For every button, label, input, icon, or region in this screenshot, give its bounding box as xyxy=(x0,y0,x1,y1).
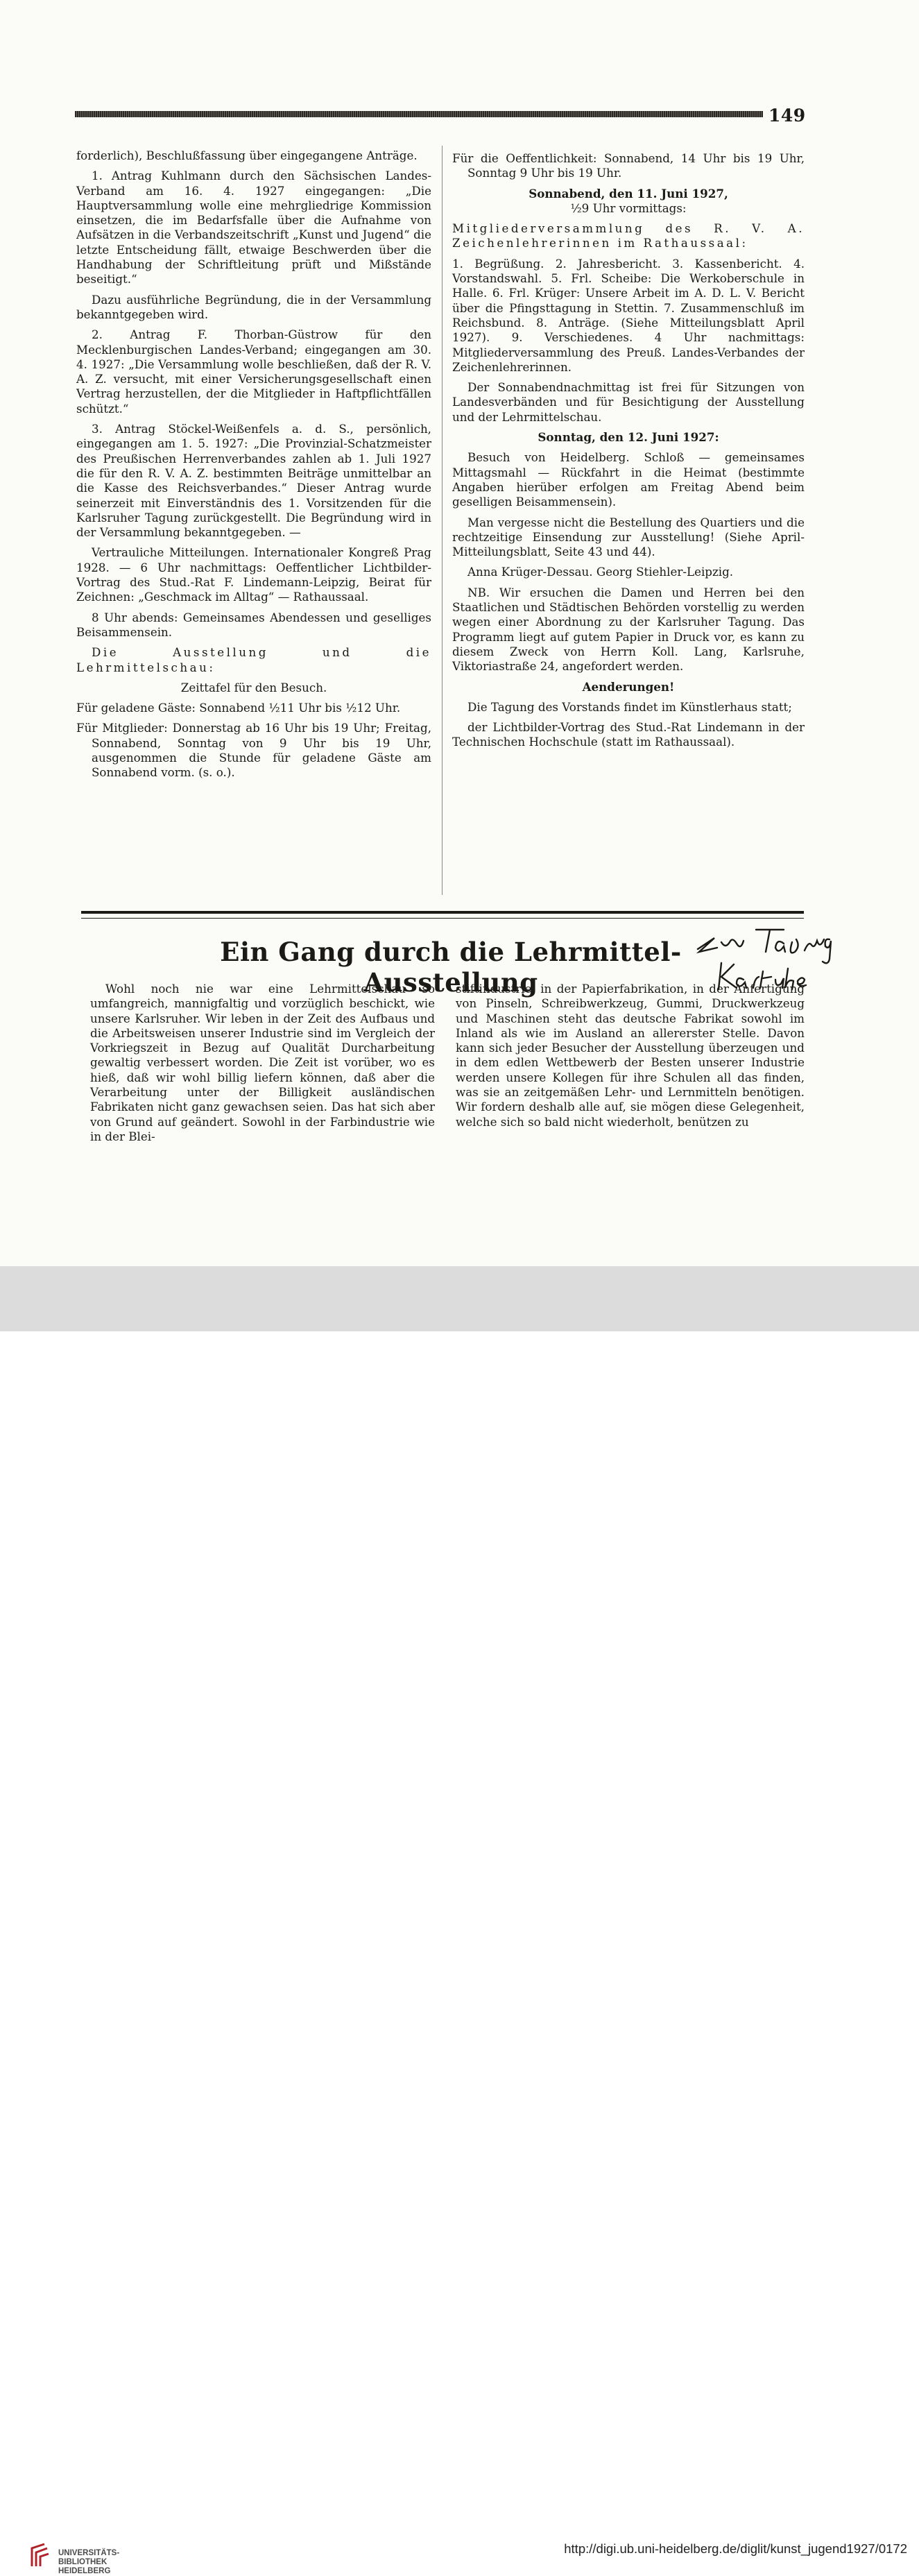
paragraph: 8 Uhr abends: Gemeinsames Abendessen und geselliges Beisammensein. xyxy=(76,610,431,639)
subheading: Sonntag, den 12. Juni 1927: xyxy=(538,430,719,445)
page-number: 149 xyxy=(768,105,806,126)
paragraph: 2. Antrag F. Thorban-Güstrow für den Mecklenburgischen Landes-Verband; eingegangen am 30. 4. 1927: „Die Versammlung wolle beschließen, daß der R. V. A. Z. versucht, mit einer Versicherungsgesellschaft einen Vertrag herzustellen, der die Mitglieder in Haftpflichtfällen schützt.“ xyxy=(76,327,431,416)
article-right-column xyxy=(456,982,805,1129)
paragraph: forderlich), Beschlußfassung über eingegangene Anträge. xyxy=(76,148,418,162)
signature-line: Anna Krüger-Dessau. Georg Stiehler-Leipzig. xyxy=(467,565,734,579)
paragraph: 3. Antrag Stöckel-Weißenfels a. d. S., persönlich, eingegangen am 1. 5. 1927: „Die Provinzial-Schatzmeister des Preußischen Herrenverbandes zahlen ab 1. Juli 1927 die für den R. V. A. Z. bestimmten Beiträge unmittelbar an die Kasse des Reichsverbandes.“ Dieser Antrag wurde seinerzeit mit Einverständnis des 1. Vorsitzenden für die Karlsruher Tagung zurückgestellt. Die Begründung wird in der Versammlung bekanntgegeben. — xyxy=(76,422,431,540)
subheading: Sonnabend, den 11. Juni 1927, xyxy=(529,186,728,201)
paragraph: Vertrauliche Mitteilungen. Internationaler Kongreß Prag 1928. — 6 Uhr nachmittags: Oeffentlicher Lichtbilder-Vortrag des Stud.-Rat F. Lindemann-Leipzig, Beirat für Zeichnen: „Geschmack im Alltag“ — Rathaussaal. xyxy=(76,545,431,604)
article-left-column xyxy=(90,982,435,1144)
scanned-page xyxy=(0,0,919,1266)
paragraph: 1. Begrüßung. 2. Jahresbericht. 3. Kassenbericht. 4. Vorstandswahl. 5. Frl. Scheibe: Die Werkoberschule in Halle. 6. Frl. Krüger: Unsere Arbeit im A. D. L. V. Bericht über die Pfingsttagung in Stettin. 7. Zusammenschluß im Reichsbund. 8. Anträge. (Siehe Mitteilungsblatt April 1927). 9. Verschiedenes. 4 Uhr nachmittags: Mitgliederversammlung des Preuß. Landes-Verbandes der Zeichenlehrerinnen. xyxy=(452,256,805,374)
paragraph: Besuch von Heidelberg. Schloß — gemeinsames Mittagsmahl — Rückfahrt in die Heimat (bestimmte Angaben hierüber erfolgen am Freitag Abend beim geselligen Beisammensein). xyxy=(452,450,805,509)
paragraph: Die Tagung des Vorstands findet im Künstlerhaus statt; xyxy=(467,699,792,714)
paragraph: Für Mitglieder: Donnerstag ab 16 Uhr bis 19 Uhr; Freitag, Sonnabend, Sonntag von 9 Uhr bis 19 Uhr, ausgenommen die Stunde für geladene Gäste am Sonnabend vorm. (s. o.). xyxy=(76,721,431,780)
paragraph: NB. Wir ersuchen die Damen und Herren bei den Staatlichen und Städtischen Behörden vorstellig zu werden wegen einer Abordnung zu der Karlsruher Tagung. Das Programm liegt auf gutem Papier in Druck vor, es kann zu diesem Zweck von Herrn Koll. Lang, Karlsruhe, Viktoriastraße 24, angefordert werden. xyxy=(452,585,805,674)
section-rule xyxy=(81,911,804,919)
paragraph: Für geladene Gäste: Sonnabend ½11 Uhr bis ½12 Uhr. xyxy=(76,701,401,715)
paragraph: Die Ausstellung und die Lehrmittelschau: xyxy=(76,645,431,674)
left-column xyxy=(76,148,431,786)
column-divider xyxy=(442,146,443,895)
paragraph: stiftindustrie, in der Papierfabrikation, in der Anfertigung von Pinseln, Schreibwerkzeug, Gummi, Druckwerkzeug und Maschinen steht das deutsche Fabrikat sowohl im Inland als wie im Ausland an allererster Stelle. Davon kann sich jeder Besucher der Ausstellung überzeugen und in dem edlen Wettbewerb der Besten unserer Industrie werden unsere Kollegen für ihre Schulen all das finden, was sie an zeitgemäßen Lehr- und Lernmitteln benötigen. Wir fordern deshalb alle auf, sie mögen diese Gelegenheit, welche sich so bald nicht wiederholt, benützen zu xyxy=(456,982,805,1129)
right-column xyxy=(452,151,805,756)
article-title: Ein Gang durch die Lehrmittel-Ausstellung xyxy=(220,937,682,998)
paragraph: der Lichtbilder-Vortrag des Stud.-Rat Lindemann in der Technischen Hochschule (statt im Rathaussaal). xyxy=(452,720,805,749)
subheading: Aenderungen! xyxy=(582,679,675,694)
viewer-footer xyxy=(0,1266,919,2575)
header-rule xyxy=(75,111,763,117)
subheading: ½9 Uhr vormittags: xyxy=(570,201,687,215)
source-url-link[interactable]: http://digi.ub.uni-heidelberg.de/diglit/kunst_jugend1927/0172 xyxy=(564,2541,907,2556)
paragraph: 1. Antrag Kuhlmann durch den Sächsischen Landes-Verband am 16. 4. 1927 eingegangen: „Die Hauptversammlung wolle eine mehrgliedrige Kommission einsetzen, die im Bedarfsfalle über die Aufnahme von Aufsätzen in die Verbandszeitschrift „Kunst und Jugend“ die letzte Entscheidung fällt, etwaige Beschwerden über die Handhabung der Schriftleitung prüft und Mißstände beseitigt.“ xyxy=(76,169,431,287)
paragraph: Dazu ausführliche Begründung, die in der Versammlung bekanntgegeben wird. xyxy=(76,292,431,321)
paragraph: Für die Oeffentlichkeit: Sonnabend, 14 Uhr bis 19 Uhr, Sonntag 9 Uhr bis 19 Uhr. xyxy=(452,151,805,180)
library-logo-icon xyxy=(29,2541,50,2569)
paragraph: Man vergesse nicht die Bestellung des Quartiers und die rechtzeitige Einsendung zur Ausstellung! (Siehe April-Mitteilungsblatt, Seite 43 und 44). xyxy=(452,515,805,559)
paragraph: Der Sonnabendnachmittag ist frei für Sitzungen von Landesverbänden und für Besichtigung der Ausstellung und der Lehrmittelschau. xyxy=(452,380,805,424)
library-name: UNIVERSITÄTS- BIBLIOTHEK HEIDELBERG xyxy=(58,2549,120,2575)
paragraph: Mitgliederversammlung des R. V. A. Zeichenlehrerinnen im Rathaussaal: xyxy=(452,221,805,250)
subheading: Zeittafel für den Besuch. xyxy=(180,680,327,694)
paragraph: Wohl noch nie war eine Lehrmittelschau so umfangreich, mannigfaltig und vorzüglich beschickt, wie unsere Karlsruher. Wir leben in der Zeit des Aufbaus und die Arbeitsweisen unserer Industrie sind im Vergleich der Vorkriegszeit in Bezug auf Qualität Durcharbeitung gewaltig verbessert worden. Die Zeit ist vorüber, wo es hieß, daß wir wohl billig liefern können, daß aber die Verarbeitung unter der Billigkeit ausländischen Fabrikaten nicht ganz gewachsen seien. Das hat sich aber von Grund auf geändert. Sowohl in der Farbindustrie wie in der Blei- xyxy=(90,982,435,1143)
